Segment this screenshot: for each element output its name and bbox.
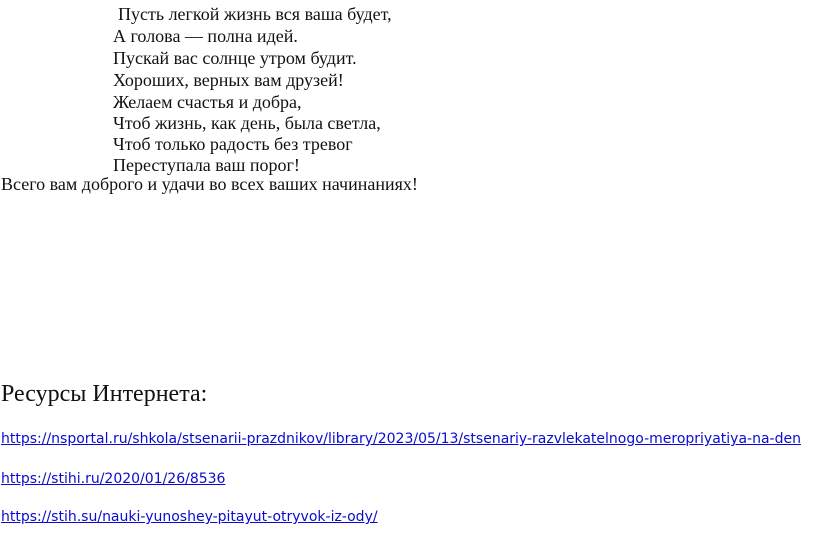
poem-line: Переступала ваш порог! <box>113 155 300 175</box>
resources-heading: Ресурсы Интернета: <box>1 381 208 407</box>
closing-wish: Всего вам доброго и удачи во всех ваших начинаниях! <box>1 174 418 194</box>
resource-link[interactable]: https://stihi.ru/2020/01/26/8536 <box>1 471 226 487</box>
poem-line: Желаем счастья и добра, <box>113 92 302 112</box>
poem-line: А голова — полна идей. <box>113 26 298 46</box>
poem-line: Пусть легкой жизнь вся ваша будет, <box>118 4 392 24</box>
poem-line: Пускай вас солнце утром будит. <box>113 48 357 68</box>
poem-line: Чтоб только радость без тревог <box>113 134 353 154</box>
resource-link[interactable]: https://stih.su/nauki-yunoshey-pitayut-otryvok-iz-ody/ <box>1 509 378 525</box>
resource-link[interactable]: https://nsportal.ru/shkola/stsenarii-prazdnikov/library/2023/05/13/stsenariy-razvlekatelnogo-meropriyatiya-na-den <box>1 431 801 447</box>
poem-line: Хороших, верных вам друзей! <box>113 70 344 90</box>
poem-line: Чтоб жизнь, как день, была светла, <box>113 113 381 133</box>
